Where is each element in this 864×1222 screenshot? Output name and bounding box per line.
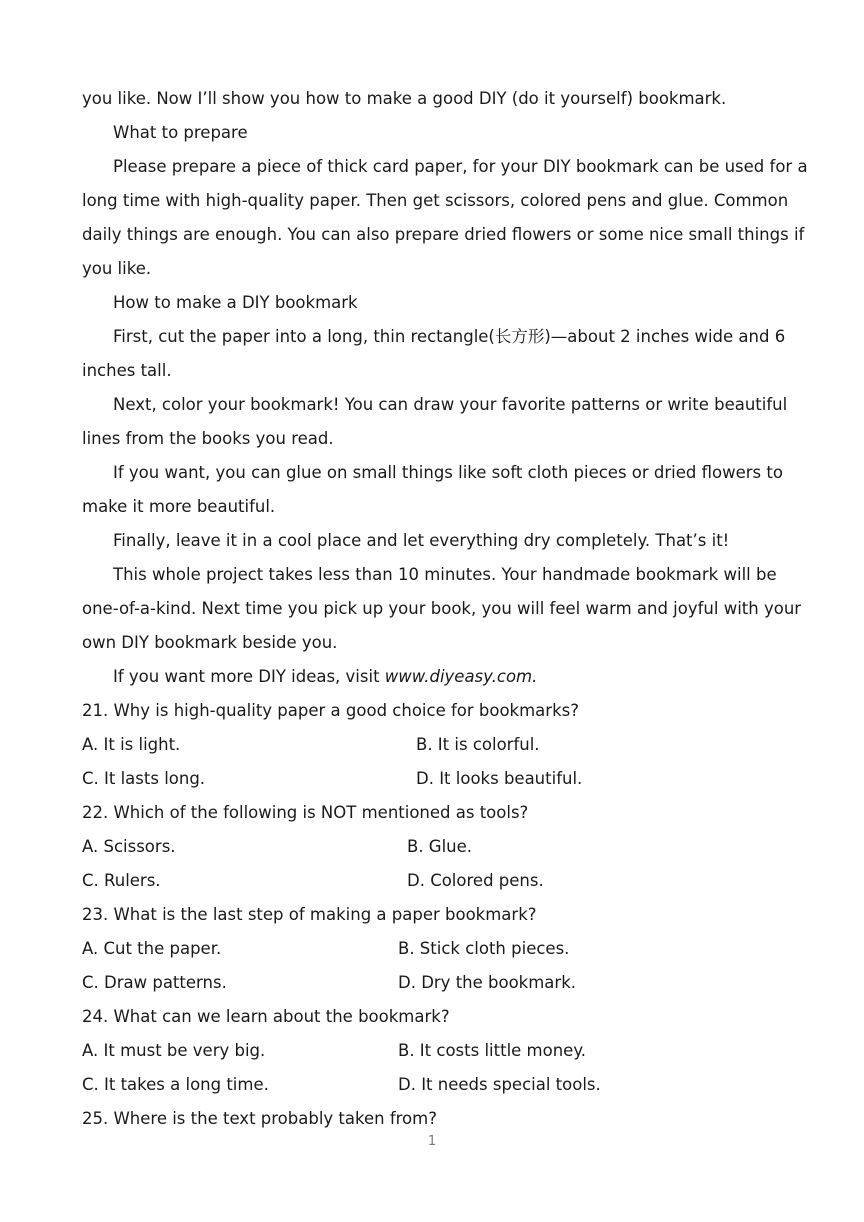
passage-line: you like. [82,259,152,278]
passage-line: Finally, leave it in a cool place and let everything dry completely. That’s it! [113,531,730,550]
passage-paragraph: you like. Now I’ll show you how to make a good DIY (do it yourself) bookmark. [82,89,727,108]
option-a: A. It must be very big. [82,1041,266,1060]
section-heading: How to make a DIY bookmark [113,293,358,312]
option-row [82,1068,782,1102]
option-b: B. It costs little money. [398,1041,586,1060]
option-row [82,1034,782,1068]
option-a: A. It is light. [82,735,181,754]
option-b: B. Glue. [407,837,473,856]
passage-line: daily things are enough. You can also prepare dried flowers or some nice small things if [82,225,805,244]
option-a: A. Cut the paper. [82,939,222,958]
page-number: 1 [427,1134,437,1149]
option-d: D. Dry the bookmark. [398,973,577,992]
passage-line [82,660,782,694]
option-d: D. It looks beautiful. [416,769,583,788]
option-row [82,728,782,762]
option-row [82,864,782,898]
passage-line: Please prepare a piece of thick card paper, for your DIY bookmark can be used for a [113,157,808,176]
passage-line: make it more beautiful. [82,497,276,516]
option-row [82,762,782,796]
option-b: B. It is colorful. [416,735,540,754]
passage-line: If you want, you can glue on small things like soft cloth pieces or dried flowers to [113,463,783,482]
option-c: C. Rulers. [82,871,161,890]
section-heading: What to prepare [113,123,248,142]
option-row [82,830,782,864]
option-b: B. Stick cloth pieces. [398,939,570,958]
question-stem: 22. Which of the following is NOT mentioned as tools? [82,803,529,822]
document-page [82,82,808,1136]
passage-line: long time with high-quality paper. Then get scissors, colored pens and glue. Common [82,191,789,210]
visit-text: If you want more DIY ideas, visit [113,667,385,686]
option-row [82,932,782,966]
passage-line: own DIY bookmark beside you. [82,633,338,652]
question-stem: 24. What can we learn about the bookmark? [82,1007,450,1026]
passage-line: First, cut the paper into a long, thin rectangle(长方形)—about 2 inches wide and 6 [113,327,786,346]
option-c: C. It takes a long time. [82,1075,269,1094]
option-c: C. Draw patterns. [82,973,227,992]
passage-line: This whole project takes less than 10 minutes. Your handmade bookmark will be [113,565,777,584]
website-link: www.diyeasy.com. [384,667,538,686]
question-stem: 21. Why is high-quality paper a good choice for bookmarks? [82,701,579,720]
option-row [82,966,782,1000]
question-stem: 23. What is the last step of making a paper bookmark? [82,905,537,924]
option-d: D. Colored pens. [407,871,544,890]
passage-line: one-of-a-kind. Next time you pick up your book, you will feel warm and joyful with your [82,599,802,618]
option-d: D. It needs special tools. [398,1075,601,1094]
question-stem: 25. Where is the text probably taken from? [82,1109,437,1128]
option-c: C. It lasts long. [82,769,206,788]
passage-line: inches tall. [82,361,172,380]
passage-line: lines from the books you read. [82,429,334,448]
option-a: A. Scissors. [82,837,176,856]
passage-line: Next, color your bookmark! You can draw your favorite patterns or write beautiful [113,395,788,414]
